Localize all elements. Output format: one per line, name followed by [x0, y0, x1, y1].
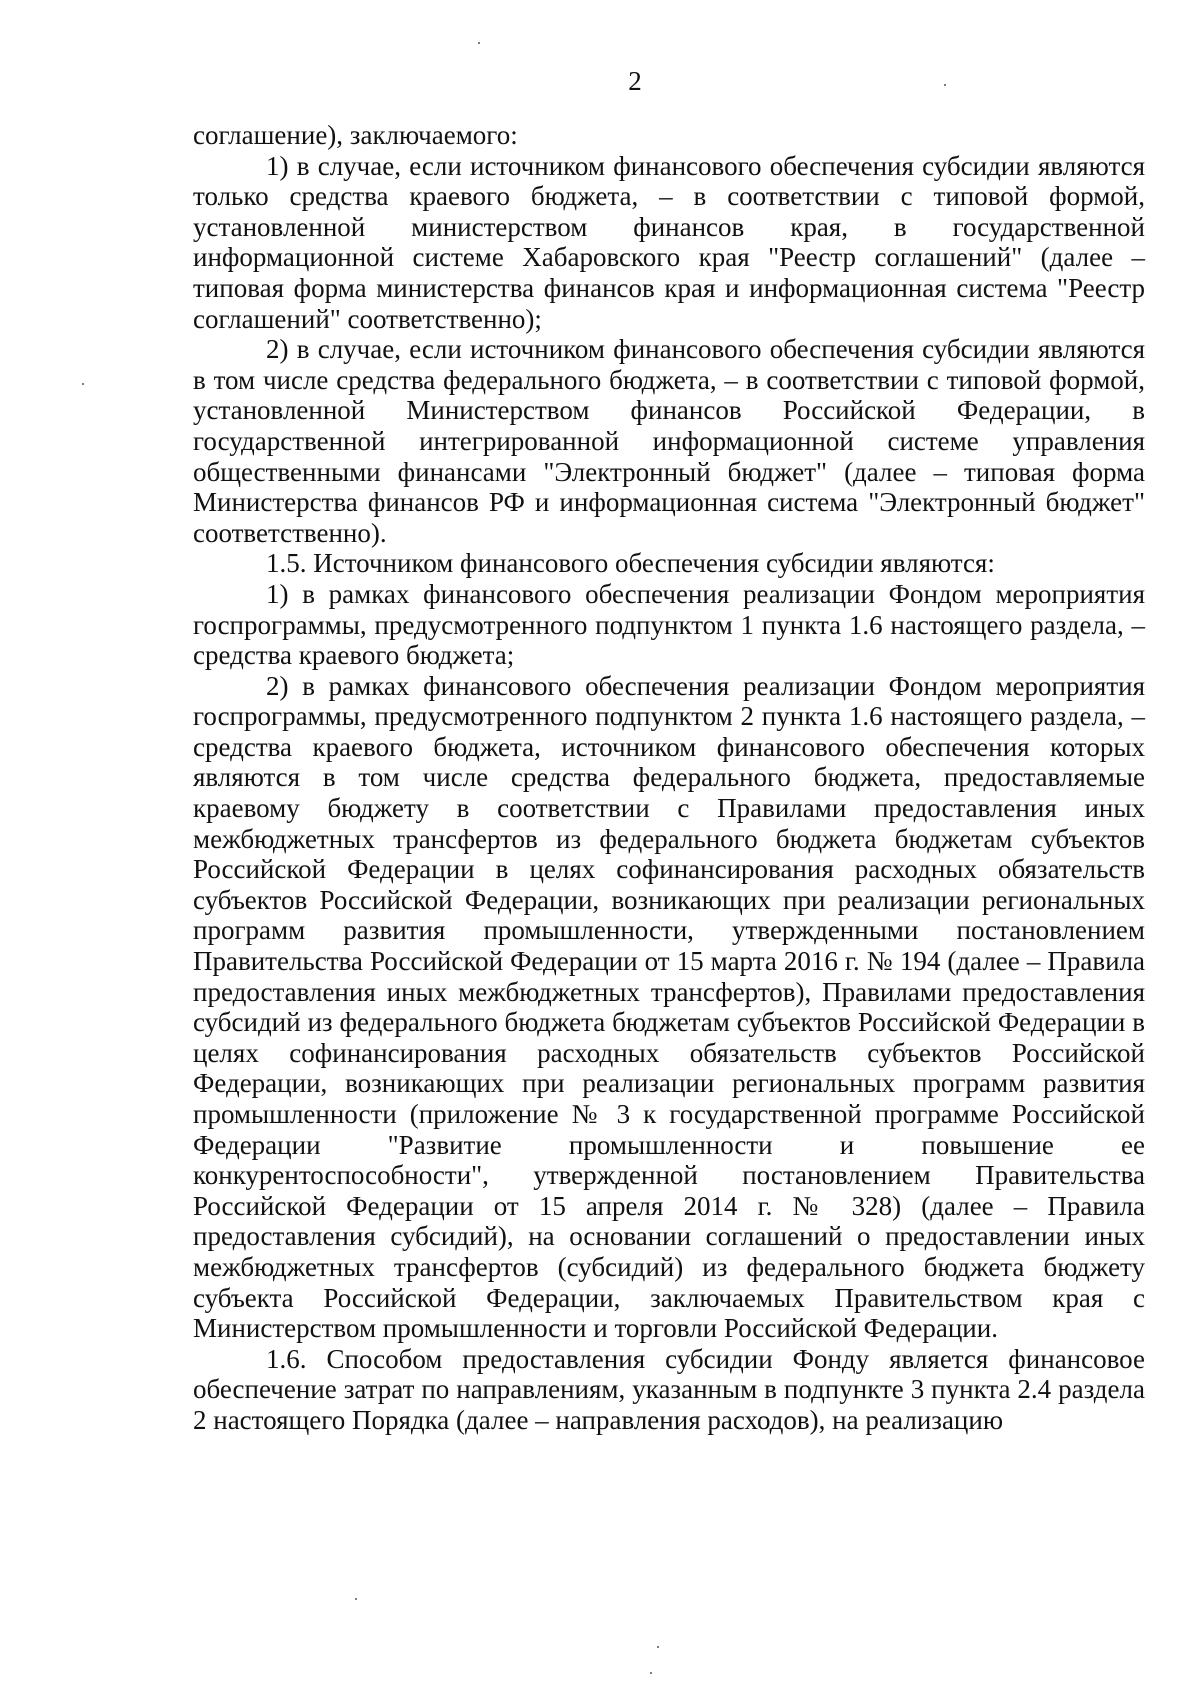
- paragraph-subitem-2: 2) в случае, если источником финансового обеспечения субсидии являются в том числе средства федерального бюджета, – в соответствии с типовой формой, установленной Министерством финансов Российской Федерации, в государственной интегрированной информационной системе управления общественными финансами "Электронный бюджет" (далее – типовая форма Министерства финансов РФ и информационная система "Электронный бюджет" соответственно).: [193, 334, 1145, 548]
- paragraph-subitem-1: 1) в случае, если источником финансового обеспечения субсидии являются только средства краевого бюджета, – в соответствии с типовой формой, установленной министерством финансов края, в государственной информационной системе Хабаровского края "Реестр соглашений" (далее – типовая форма министерства финансов края и информационная система "Реестр соглашений" соответственно);: [193, 150, 1145, 334]
- scan-speck: [650, 1672, 652, 1674]
- paragraph-section-1-6: 1.6. Способом предоставления субсидии Фонду является финансовое обеспечение затрат по направлениям, указанным в подпункте 3 пункта 2.4 раздела 2 настоящего Порядка (далее – направления расходов), на реализацию: [193, 1343, 1145, 1435]
- paragraph-1-5-subitem-2: 2) в рамках финансового обеспечения реализации Фондом мероприятия госпрограммы, предусмотренного подпунктом 2 пункта 1.6 настоящего раздела, – средства краевого бюджета, источником финансового обеспечения которых являются в том числе средства федерального бюджета, предоставляемые краевому бюджету в соответствии с Правилами предоставления иных межбюджетных трансфертов из федерального бюджета бюджетам субъектов Российской Федерации в целях софинансирования расходных обязательств субъектов Российской Федерации, возникающих при реализации региональных программ развития промышленности, утвержденными постановлением Правительства Российской Федерации от 15 марта 2016 г. № 194 (далее – Правила предоставления иных межбюджетных трансфертов), Правилами предоставления субсидий из федерального бюджета бюджетам субъектов Российской Федерации в целях софинансирования расходных обязательств субъектов Российской Федерации, возникающих при реализации региональных программ развития промышленности (приложение № 3 к государственной программе Российской Федерации "Развитие промышленности и повышение ее конкурентоспособности", утвержденной постановлением Правительства Российской Федерации от 15 апреля 2014 г. № 328) (далее – Правила предоставления субсидий), на основании соглашений о предоставлении иных межбюджетных трансфертов (субсидий) из федерального бюджета бюджету субъекта Российской Федерации, заключаемых Правительством края с Министерством промышленности и торговли Российской Федерации.: [193, 670, 1145, 1344]
- paragraph-1-5-subitem-1: 1) в рамках финансового обеспечения реализации Фондом мероприятия госпрограммы, предусмотренного подпунктом 1 пункта 1.6 настоящего раздела, – средства краевого бюджета;: [193, 578, 1145, 671]
- document-body: [193, 120, 1145, 1436]
- scan-speck: [478, 42, 480, 44]
- scan-speck: [82, 383, 84, 385]
- paragraph-intro: соглашение), заключаемого:: [193, 120, 518, 150]
- scan-speck: [355, 1598, 357, 1600]
- scan-speck: [657, 1646, 659, 1648]
- scan-speck: [944, 84, 946, 86]
- paragraph-section-1-5: 1.5. Источником финансового обеспечения субсидии являются:: [266, 548, 995, 579]
- page-number: 2: [628, 66, 642, 96]
